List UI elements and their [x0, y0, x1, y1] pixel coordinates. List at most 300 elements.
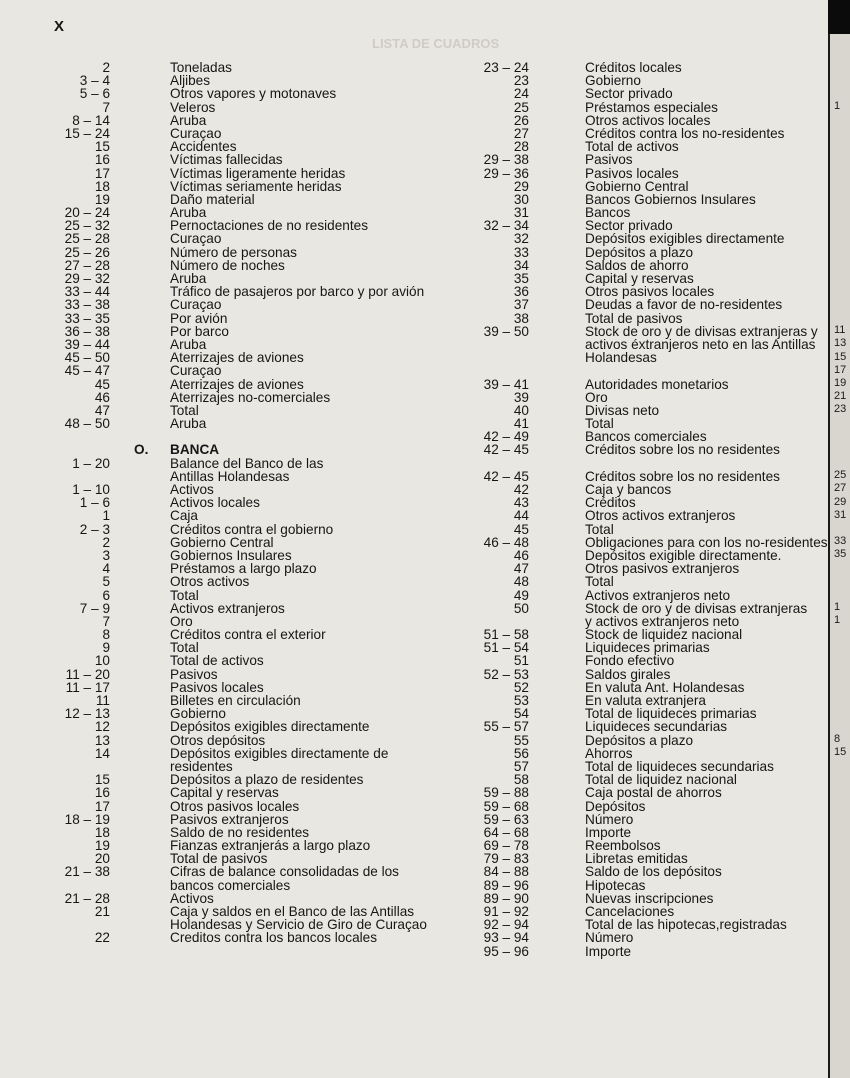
table-range: 11 – 20: [65, 666, 110, 682]
table-title: Otros pasivos locales: [585, 284, 715, 300]
table-title: Balance del Banco de las: [170, 455, 324, 471]
table-title: Depósitos a plazo: [585, 732, 694, 748]
table-range: 1 – 6: [79, 495, 110, 511]
index-row: [54, 800, 434, 813]
index-row: [455, 325, 825, 338]
table-title: Créditos locales: [585, 60, 682, 75]
table-range: 15: [94, 772, 110, 788]
edge-number: 17: [834, 363, 847, 376]
index-row: [455, 87, 825, 100]
index-row: [54, 865, 434, 878]
table-range: 37: [513, 297, 529, 313]
table-range: 15: [94, 139, 110, 155]
table-title: Liquideces primarias: [585, 640, 710, 656]
index-row: [455, 404, 825, 417]
section-letter: O.: [134, 442, 149, 458]
edge-number: [834, 456, 846, 469]
index-row: [455, 114, 825, 127]
table-title: Pasivos extranjeros: [170, 811, 289, 827]
index-row: [54, 193, 434, 206]
table-title: Créditos contra los no-residentes: [585, 125, 785, 141]
edge-number: [834, 417, 846, 430]
table-title: Depósitos: [585, 798, 646, 814]
index-row: [455, 457, 825, 470]
table-title: Sector privado: [585, 86, 673, 102]
adjacent-page-numbers: [834, 100, 846, 759]
table-title: Holandesas: [585, 350, 657, 366]
index-row: [54, 628, 434, 641]
table-range: 1 – 10: [72, 482, 110, 497]
left-column: [54, 61, 434, 945]
table-title: Fianzas extranjerás a largo plazo: [170, 838, 371, 854]
table-range: 46: [513, 547, 529, 563]
table-title: Oro: [585, 389, 608, 405]
table-title: Víctimas seriamente heridas: [170, 178, 342, 194]
table-range: 43: [513, 495, 529, 511]
adjacent-page-edge: [828, 34, 850, 1078]
table-range: 1: [102, 508, 110, 524]
table-range: 64 – 68: [483, 824, 529, 840]
table-title: Aterrizajes de aviones: [170, 350, 304, 366]
edge-number: [834, 206, 846, 219]
index-row: [455, 865, 825, 878]
table-title: Bancos comerciales: [585, 429, 707, 445]
table-title: Aruba: [170, 271, 207, 286]
table-range: 42 – 45: [483, 442, 529, 458]
table-title: Pasivos: [170, 666, 218, 682]
table-range: 27: [513, 125, 529, 141]
table-range: 29: [513, 178, 529, 194]
table-title: Total de activos: [585, 139, 679, 155]
table-title: Holandesas y Servicio de Giro de Curaçao: [170, 917, 427, 933]
edge-number: 11: [834, 324, 846, 337]
table-range: 16: [94, 152, 110, 168]
table-range: 16: [94, 785, 110, 801]
index-row: [54, 813, 434, 826]
index-row: [455, 575, 825, 588]
table-range: 47: [94, 402, 110, 418]
index-row: [54, 404, 434, 417]
edge-number: 15: [834, 746, 847, 759]
index-row: [455, 534, 828, 550]
index-row: [54, 523, 434, 536]
edge-number: [834, 430, 846, 443]
table-title: Liquideces secundarias: [585, 719, 728, 735]
table-range: 46 – 48: [483, 534, 529, 550]
index-row: [54, 259, 434, 272]
index-row: [455, 167, 825, 180]
table-range: 47: [513, 561, 529, 577]
table-range: 17: [94, 165, 110, 181]
index-row: [54, 87, 434, 100]
table-range: 21 – 28: [64, 890, 110, 906]
table-title: Veleros: [170, 99, 216, 115]
table-range: 45 – 47: [64, 363, 110, 379]
table-range: 69 – 78: [483, 838, 529, 854]
edge-number: [834, 271, 846, 284]
edge-number: [834, 680, 846, 693]
table-title: Víctimas ligeramente heridas: [170, 165, 346, 181]
table-title: Gobierno: [585, 73, 641, 89]
table-title: Caja: [170, 508, 198, 524]
index-row: [455, 786, 825, 799]
table-range: 55 – 57: [483, 719, 529, 735]
index-row: [455, 654, 825, 667]
table-range: 56: [513, 745, 529, 761]
index-row: [455, 931, 825, 944]
edge-number: [834, 522, 846, 535]
table-title: Total de liquideces secundarias: [585, 758, 774, 774]
index-row: [54, 219, 434, 232]
index-row: [54, 575, 434, 588]
index-row: [54, 496, 434, 509]
table-title: Curaçao: [170, 231, 222, 247]
table-title: Activos locales: [170, 495, 260, 511]
table-title: Por barco: [170, 323, 229, 339]
index-row: [455, 602, 825, 615]
edge-number: [834, 707, 846, 720]
index-row: [455, 562, 825, 575]
index-row: [54, 509, 434, 522]
table-title: Saldos girales: [585, 666, 671, 682]
table-title: Préstamos a largo plazo: [170, 561, 317, 577]
table-range: 79 – 83: [483, 851, 529, 867]
table-title: Víctimas fallecidas: [170, 152, 283, 168]
edge-number: [834, 693, 846, 706]
index-row: [455, 945, 825, 958]
table-title: Total de pasivos: [585, 310, 683, 326]
table-title: Aterrizajes no-comerciales: [170, 389, 331, 405]
table-title: activos éxtranjeros neto en las Antillas: [585, 336, 816, 352]
table-range: 51 – 54: [483, 640, 529, 656]
index-row: [455, 101, 825, 114]
table-title: Caja postal de ahorros: [585, 785, 722, 801]
table-title: Aruba: [170, 205, 207, 221]
index-row: [455, 668, 825, 681]
table-title: Aruba: [170, 416, 207, 432]
table-range: 23: [513, 73, 529, 89]
table-title: Bancos Gobiernos Insulares: [585, 191, 756, 207]
index-row: [54, 786, 434, 799]
table-title: Número: [585, 930, 634, 946]
edge-number: [834, 140, 846, 153]
table-range: 36: [513, 284, 529, 300]
table-title: Total de activos: [170, 653, 264, 669]
table-title: Aruba: [170, 336, 207, 352]
table-range: 18 – 19: [64, 811, 110, 827]
table-range: 7 – 9: [79, 600, 110, 616]
table-range: 42 – 45: [483, 468, 529, 484]
table-title: Gobiernos Insulares: [170, 547, 292, 563]
table-range: 45: [513, 521, 529, 537]
edge-number: 19: [834, 376, 847, 389]
table-title: Stock de oro y de divisas extranjeras y: [585, 323, 818, 339]
table-range: 30: [513, 191, 529, 207]
index-row: [54, 589, 434, 602]
table-title: Reembolsos: [585, 838, 661, 854]
index-row: [54, 747, 434, 760]
index-row: [455, 800, 825, 813]
table-title: Otros depósitos: [170, 732, 266, 748]
table-range: 9: [102, 640, 110, 656]
table-title: Créditos sobre los no residentes: [585, 442, 780, 458]
edge-number: 1: [834, 100, 841, 112]
table-range: 45: [94, 376, 110, 392]
index-row: [54, 694, 434, 707]
index-row: [54, 430, 434, 443]
table-range: 95 – 96: [483, 943, 529, 959]
index-row: [54, 246, 434, 259]
edge-number: [834, 113, 846, 126]
index-row: [54, 351, 434, 364]
table-range: 41: [513, 416, 529, 432]
table-title: Accidentes: [170, 139, 237, 155]
table-range: 22: [94, 930, 110, 946]
edge-number: 1: [834, 601, 841, 614]
table-range: 31: [513, 205, 529, 221]
table-title: y activos extranjeros neto: [585, 613, 740, 629]
edge-number: 35: [834, 548, 847, 561]
table-range: 39 – 44: [64, 336, 110, 352]
index-row: [455, 589, 825, 602]
edge-number: 13: [834, 337, 847, 350]
index-row: [54, 734, 434, 747]
table-range: 2: [102, 60, 110, 75]
table-title: Activos: [170, 482, 214, 497]
index-row: [54, 232, 434, 245]
index-row: [54, 285, 434, 298]
index-row: [54, 61, 434, 74]
table-title: Otros activos extranjeros: [585, 508, 736, 524]
table-range: 93 – 94: [483, 930, 529, 946]
table-range: 51 – 58: [483, 627, 529, 643]
table-title: Caja y saldos en el Banco de las Antillas: [170, 904, 415, 919]
table-title: Total: [585, 416, 614, 432]
table-title: Total de liquideces primarias: [585, 706, 757, 722]
table-range: 57: [513, 758, 529, 774]
table-range: 50: [513, 600, 529, 616]
edge-number: [834, 654, 846, 667]
edge-number: [834, 667, 846, 680]
index-row: [54, 298, 434, 311]
index-row: [455, 483, 825, 496]
index-row: [54, 720, 434, 733]
page-number: X: [54, 18, 65, 35]
table-title: Número: [585, 811, 634, 827]
table-range: 10: [94, 653, 110, 669]
table-title: Aljibes: [170, 73, 211, 89]
section-heading: [54, 443, 434, 456]
table-range: 42: [513, 482, 529, 497]
table-title: Total de las hipotecas,registradas: [585, 917, 787, 933]
table-range: 21: [94, 904, 110, 919]
table-range: 33: [513, 244, 529, 260]
table-range: 26: [513, 112, 529, 128]
table-title: Depósitos exigibles directamente: [585, 231, 785, 247]
edge-number: [834, 628, 846, 641]
table-title: Créditos contra el gobierno: [170, 521, 334, 537]
table-title: Número de personas: [170, 244, 297, 260]
table-title: Oro: [170, 613, 193, 629]
table-range: 18: [94, 178, 110, 194]
table-range: 5: [102, 574, 110, 590]
index-row: [455, 298, 825, 311]
table-title: Pasivos locales: [170, 679, 264, 695]
edge-number: 33: [834, 535, 847, 548]
table-title: Autoridades monetarios: [585, 376, 729, 392]
table-title: Saldos de ahorro: [585, 257, 689, 273]
index-row: [455, 246, 825, 259]
table-title: Depósitos a plazo: [585, 244, 694, 260]
table-range: 51: [513, 653, 529, 669]
table-range: 33 – 35: [64, 310, 110, 326]
table-title: Activos: [170, 890, 214, 906]
index-row: [455, 734, 825, 747]
table-range: 28: [513, 139, 529, 155]
table-range: 17: [94, 798, 110, 814]
table-range: 3 – 4: [79, 73, 110, 89]
edge-number: [834, 153, 846, 166]
index-row: [455, 193, 825, 206]
table-range: 14: [94, 745, 110, 761]
table-range: 29 – 36: [483, 165, 529, 181]
table-title: En valuta extranjera: [585, 693, 706, 708]
edge-number: 1: [834, 614, 841, 627]
index-row: [455, 378, 825, 391]
index-row: [54, 101, 434, 114]
table-title: Depósitos exigibles directamente de: [170, 745, 389, 761]
table-range: 33 – 38: [64, 297, 110, 313]
table-title: Toneladas: [170, 60, 232, 75]
table-range: 12 – 13: [64, 706, 110, 722]
table-title: Caja y bancos: [585, 482, 672, 497]
table-title: Curaçao: [170, 125, 222, 141]
index-row: [54, 457, 434, 470]
table-range: 34: [513, 257, 529, 273]
table-range: 12: [94, 719, 110, 735]
table-range: 8: [102, 627, 110, 643]
table-title: Número de noches: [170, 257, 285, 273]
table-title: Préstamos especiales: [585, 99, 718, 115]
table-title: Activos extranjeros neto: [585, 587, 731, 603]
index-row: [54, 654, 434, 667]
table-title: Nuevas inscripciones: [585, 890, 714, 906]
index-row: [455, 747, 825, 760]
index-row: [54, 153, 434, 166]
edge-number: [834, 641, 846, 654]
table-title: Fondo efectivo: [585, 653, 675, 669]
table-range: 48: [513, 574, 529, 590]
edge-number: [834, 258, 846, 271]
index-row: [455, 312, 825, 325]
index-row: [54, 668, 434, 681]
edge-number: [834, 219, 846, 232]
table-range: 25 – 26: [64, 244, 110, 260]
index-row: [54, 391, 434, 404]
table-title: Pasivos: [585, 152, 633, 168]
table-range: 58: [513, 772, 529, 788]
index-row: [54, 167, 434, 180]
table-title: Curaçao: [170, 363, 222, 379]
table-title: Gobierno Central: [170, 534, 274, 550]
table-range: 2 – 3: [79, 521, 110, 537]
table-title: Pernoctaciones de no residentes: [170, 218, 368, 234]
index-row: [54, 378, 434, 391]
index-row: [54, 470, 434, 483]
table-title: Libretas emitidas: [585, 851, 688, 867]
table-range: 18: [94, 824, 110, 840]
index-row: [455, 153, 825, 166]
edge-number: 27: [834, 482, 847, 495]
table-title: Stock de liquidez nacional: [585, 627, 743, 643]
table-title: Total: [585, 521, 614, 537]
index-row: [54, 536, 434, 549]
edge-number: [834, 311, 846, 324]
table-title: Total de liquidez nacional: [585, 772, 737, 788]
table-range: 19: [94, 191, 110, 207]
table-title: Total: [170, 402, 199, 418]
table-range: 29 – 38: [483, 152, 529, 168]
table-title: Tráfico de pasajeros por barco y por avión: [170, 284, 425, 300]
table-title: residentes: [170, 758, 233, 774]
table-range: 92 – 94: [483, 917, 529, 933]
table-title: Depósitos a plazo de residentes: [170, 772, 364, 788]
table-title: Ahorros: [585, 745, 633, 761]
table-title: Pasivos locales: [585, 165, 679, 181]
index-row: [54, 325, 434, 338]
table-range: 3: [102, 547, 110, 563]
table-title: Capital y reservas: [585, 271, 694, 286]
edge-number: [834, 588, 846, 601]
right-column: [455, 60, 828, 959]
table-range: 19: [94, 838, 110, 854]
table-range: 6: [102, 587, 110, 603]
table-title: Otros pasivos extranjeros: [585, 561, 740, 577]
table-range: 27 – 28: [64, 257, 110, 273]
edge-number: 21: [834, 390, 847, 403]
table-range: 4: [102, 561, 110, 577]
table-title: Por avión: [170, 310, 228, 326]
edge-number: 31: [834, 508, 847, 521]
edge-number: [834, 126, 846, 139]
table-range: 23 – 24: [483, 60, 529, 75]
table-range: 53: [513, 693, 529, 708]
table-title: Depósitos exigibles directamente: [170, 719, 370, 735]
table-range: 7: [102, 99, 110, 115]
index-row: [54, 879, 434, 892]
table-title: Aterrizajes de aviones: [170, 376, 304, 392]
edge-number: [834, 298, 846, 311]
table-range: 42 – 49: [483, 429, 529, 445]
table-title: Saldo de no residentes: [170, 824, 310, 840]
table-title: Total: [170, 640, 199, 656]
index-row: [455, 391, 825, 404]
table-range: 59 – 88: [483, 785, 529, 801]
table-title: Deudas a favor de no-residentes: [585, 297, 783, 313]
table-range: 59 – 63: [483, 811, 529, 827]
table-range: 20: [94, 851, 110, 867]
table-range: 59 – 68: [483, 798, 529, 814]
table-range: 29 – 32: [64, 271, 110, 286]
table-range: 2: [102, 534, 110, 550]
index-row: [54, 417, 434, 430]
table-range: 11: [95, 693, 110, 708]
index-row: [54, 931, 434, 944]
table-title: Daño material: [170, 191, 255, 207]
index-row: [455, 813, 825, 826]
table-range: 45 – 50: [64, 350, 110, 366]
index-row: [455, 232, 825, 245]
